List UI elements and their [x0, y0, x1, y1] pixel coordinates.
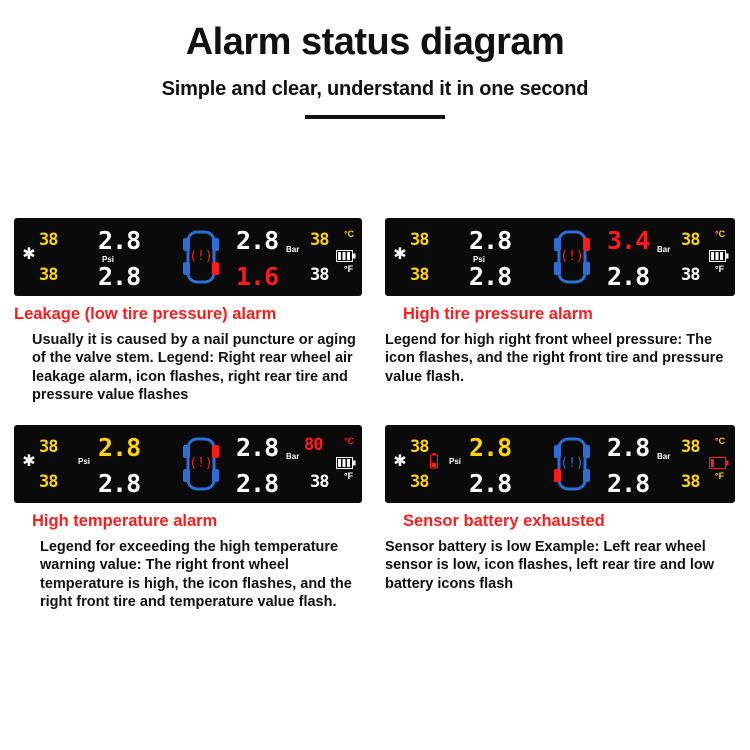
sun-icon: ✱	[22, 246, 36, 263]
left-front-pressure: 2.8	[469, 432, 512, 462]
page-header	[0, 0, 750, 119]
case-body-sensor-battery: Sensor battery is low Example: Left rear wheel sensor is low, icon flashes, left rear tire and low battery icons flash	[385, 538, 715, 592]
left-rear-pressure: 2.8	[469, 468, 512, 498]
unit-bar: Bar	[657, 451, 671, 461]
svg-text:(!): (!)	[560, 455, 584, 471]
tpms-display-high-temperature	[14, 425, 362, 503]
left-front-pressure: 2.8	[98, 432, 141, 462]
svg-text:(!): (!)	[560, 249, 584, 264]
tpms-display-leakage	[14, 218, 362, 296]
left-rear-temp: 38	[410, 471, 429, 492]
unit-fahrenheit: °F	[344, 470, 354, 481]
case-title-high-pressure: High tire pressure alarm	[403, 305, 593, 323]
left-front-pressure: 2.8	[98, 226, 141, 255]
car-top-view-icon	[548, 436, 596, 492]
left-rear-temp: 38	[39, 471, 58, 492]
tpms-display-high-pressure	[385, 218, 735, 296]
unit-celsius: °C	[715, 435, 726, 446]
page-subtitle: Simple and clear, understand it in one second	[161, 77, 589, 100]
sun-icon: ✱	[22, 452, 36, 470]
left-front-pressure: 2.8	[469, 226, 512, 255]
sun-icon: ✱	[393, 452, 407, 470]
right-rear-temp: 38	[681, 471, 700, 492]
right-front-temp: 38	[681, 230, 700, 250]
right-rear-temp: 38	[310, 471, 329, 492]
svg-text:(!): (!)	[189, 249, 213, 264]
unit-celsius: °C	[344, 435, 355, 446]
left-rear-pressure: 2.8	[98, 262, 141, 291]
left-front-temp: 38	[39, 230, 58, 250]
unit-psi: Psi	[449, 456, 462, 466]
left-rear-temp: 38	[410, 265, 429, 285]
tpms-display-sensor-battery	[385, 425, 735, 503]
unit-fahrenheit: °F	[715, 470, 725, 481]
unit-bar: Bar	[657, 245, 671, 254]
case-sensor-battery	[375, 405, 750, 612]
right-rear-temp: 38	[681, 265, 700, 285]
right-front-temp: 80	[304, 434, 323, 455]
case-high-pressure	[375, 218, 750, 405]
case-leakage	[0, 218, 375, 405]
car-top-view-icon	[548, 229, 596, 285]
right-rear-pressure: 2.8	[607, 468, 650, 498]
unit-psi: Psi	[473, 255, 486, 264]
unit-celsius: °C	[344, 229, 355, 239]
unit-fahrenheit: °F	[344, 264, 354, 274]
unit-psi: Psi	[102, 255, 115, 264]
case-title-high-temperature: High temperature alarm	[32, 511, 218, 530]
cases-grid	[0, 218, 750, 612]
right-front-temp: 38	[310, 230, 329, 250]
battery-icon	[709, 250, 729, 262]
right-rear-temp: 38	[310, 265, 329, 285]
case-title-leakage: Leakage (low tire pressure) alarm	[14, 305, 277, 323]
right-rear-pressure: 2.8	[607, 262, 650, 291]
left-front-temp: 38	[410, 230, 429, 250]
case-body-high-pressure: Legend for high right front wheel pressure: The icon flashes, and the right front tire and pressure value flash.	[385, 331, 724, 385]
left-front-temp: 38	[410, 436, 429, 457]
unit-bar: Bar	[286, 245, 300, 254]
unit-fahrenheit: °F	[715, 264, 725, 274]
car-top-view-icon	[177, 229, 225, 285]
right-front-pressure: 2.8	[607, 432, 650, 462]
case-title-sensor-battery: Sensor battery exhausted	[403, 511, 605, 530]
unit-celsius: °C	[715, 229, 726, 239]
left-rear-temp: 38	[39, 265, 58, 285]
right-rear-pressure: 2.8	[236, 468, 279, 498]
left-rear-pressure: 2.8	[98, 468, 141, 498]
right-front-pressure: 2.8	[236, 226, 279, 255]
right-rear-pressure: 1.6	[236, 262, 279, 291]
battery-icon	[336, 457, 356, 469]
sun-icon: ✱	[393, 246, 407, 263]
battery-icon	[336, 250, 356, 262]
right-front-temp: 38	[681, 436, 700, 457]
right-front-pressure: 3.4	[607, 226, 650, 255]
car-top-view-icon	[177, 436, 225, 492]
unit-psi: Psi	[78, 456, 91, 466]
case-body-high-temperature: Legend for exceeding the high temperature warning value: The right front wheel temperature is high, the icon flashes, and the right front tire and temperature value flash.	[40, 538, 352, 611]
unit-bar: Bar	[286, 451, 300, 461]
low-battery-alarm-icon	[430, 453, 438, 469]
right-front-pressure: 2.8	[236, 432, 279, 462]
page-title: Alarm status diagram	[185, 21, 565, 63]
header-divider	[305, 115, 445, 119]
case-high-temperature	[0, 405, 375, 612]
left-rear-pressure: 2.8	[469, 262, 512, 291]
case-body-leakage: Usually it is caused by a nail puncture or aging of the valve stem. Legend: Right rear wheel air leakage alarm, icon flashes, right rear tire and pressure value flashes	[32, 331, 356, 404]
battery-icon	[709, 457, 729, 469]
left-front-temp: 38	[39, 436, 58, 457]
svg-text:(!): (!)	[189, 455, 213, 471]
